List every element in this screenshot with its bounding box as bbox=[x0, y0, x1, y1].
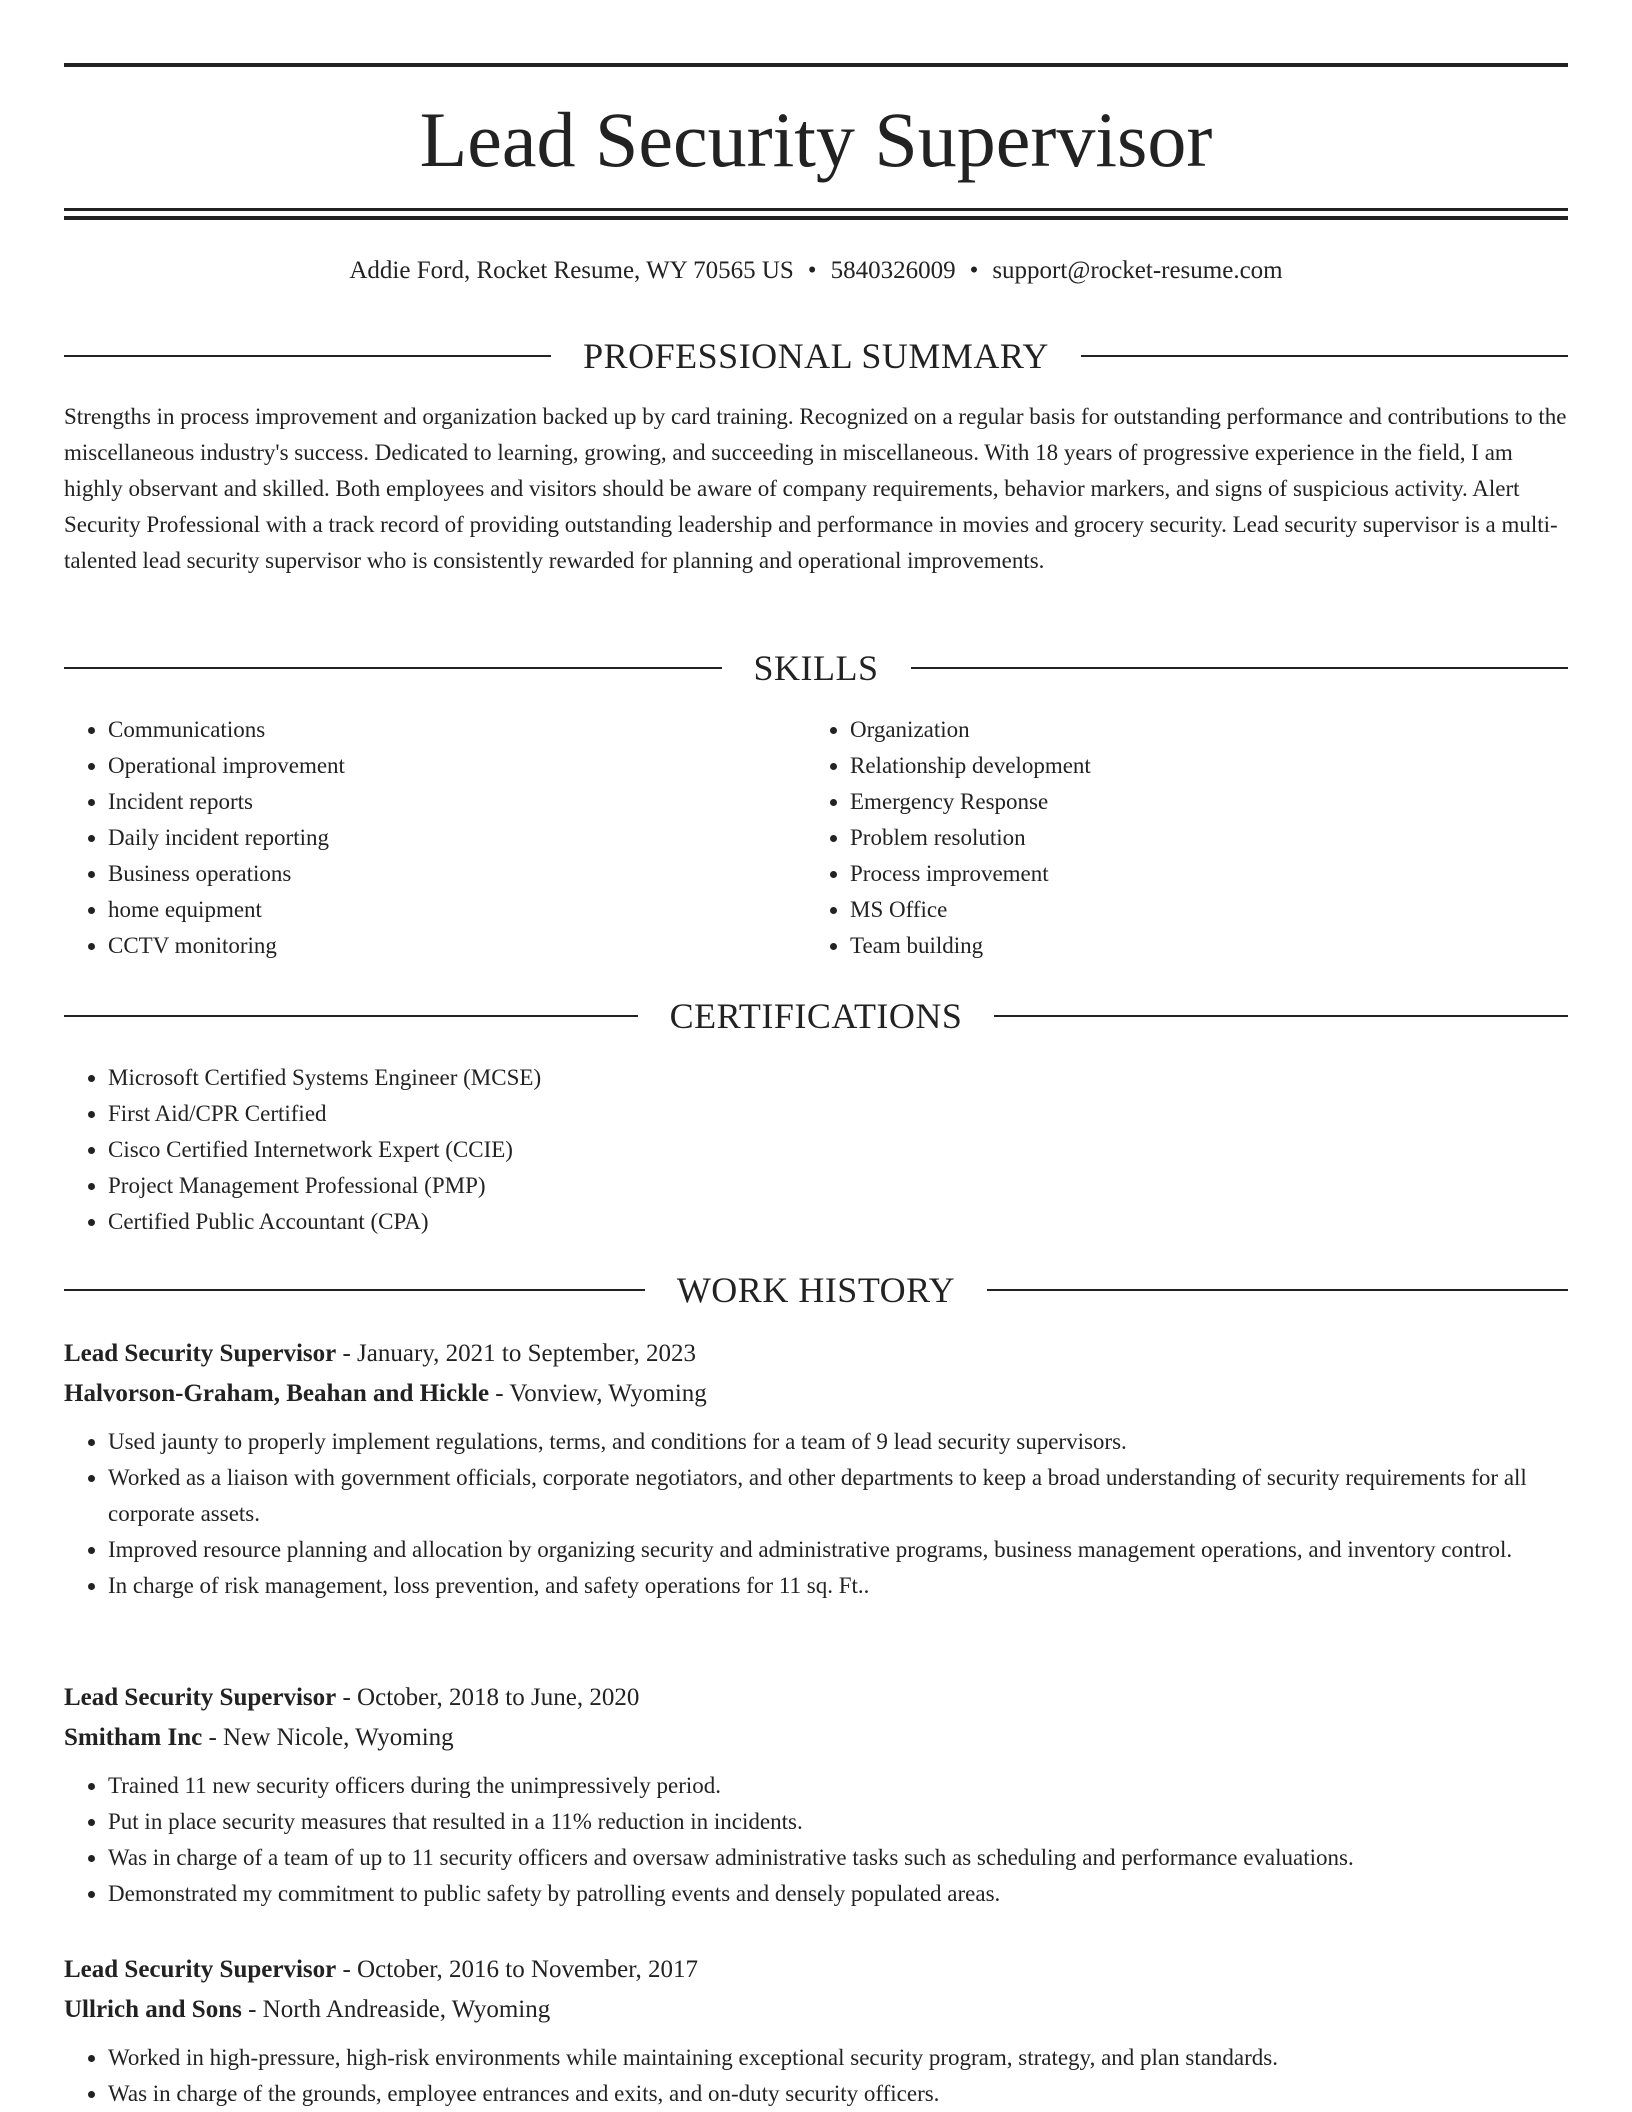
job-bullet: • Worked as a liaison with government officials, corporate negotiators, and other departments to keep a broad understanding of security requirements for all corporate assets. bbox=[108, 1460, 1568, 1532]
job-title: Lead Security Supervisor bbox=[64, 1684, 337, 1711]
job-dates: - January, 2021 to September, 2023 bbox=[336, 1340, 697, 1367]
job-title: Lead Security Supervisor bbox=[64, 1956, 337, 1983]
certification-item: • Project Management Professional (PMP) bbox=[108, 1168, 1568, 1204]
skill-item: • Operational improvement bbox=[108, 748, 764, 784]
title-rule-upper bbox=[64, 208, 1568, 211]
job-entry bbox=[64, 1334, 1568, 1604]
section-title: CERTIFICATIONS bbox=[669, 996, 963, 1036]
job-title-line bbox=[64, 1950, 1568, 1990]
job-bullet: • Put in place security measures that resulted in a 11% reduction in incidents. bbox=[108, 1804, 1568, 1840]
section-title: WORK HISTORY bbox=[676, 1270, 956, 1310]
job-company: Smitham Inc bbox=[64, 1724, 203, 1751]
heading-rule bbox=[64, 1289, 645, 1291]
job-location: - Vonview, Wyoming bbox=[489, 1380, 707, 1407]
section-heading-work-history bbox=[64, 1268, 1568, 1312]
job-dates: - October, 2018 to June, 2020 bbox=[336, 1684, 640, 1711]
contact-line bbox=[64, 253, 1568, 289]
certification-item: • Microsoft Certified Systems Engineer (MCSE) bbox=[108, 1060, 1568, 1096]
heading-rule bbox=[1081, 355, 1568, 357]
certification-item: • First Aid/CPR Certified bbox=[108, 1096, 1568, 1132]
skills-column-left bbox=[64, 712, 764, 964]
heading-rule bbox=[64, 355, 551, 357]
job-bullet: • Demonstrated my commitment to public safety by patrolling events and densely populated areas. bbox=[108, 1876, 1568, 1912]
job-title-line bbox=[64, 1334, 1568, 1374]
section-heading-certifications bbox=[64, 994, 1568, 1038]
certification-item: • Certified Public Accountant (CPA) bbox=[108, 1204, 1568, 1240]
heading-rule bbox=[64, 667, 722, 669]
job-company-line bbox=[64, 1374, 1568, 1414]
skill-item: • Organization bbox=[850, 712, 1506, 748]
skill-item: • Process improvement bbox=[850, 856, 1506, 892]
heading-rule bbox=[994, 1015, 1568, 1017]
skill-item: • Daily incident reporting bbox=[108, 820, 764, 856]
job-dates: - October, 2016 to November, 2017 bbox=[336, 1956, 699, 1983]
job-bullet: • Worked in high-pressure, high-risk environments while maintaining exceptional security program, strategy, and plan standards. bbox=[108, 2040, 1568, 2076]
skill-item: • Business operations bbox=[108, 856, 764, 892]
section-title: SKILLS bbox=[753, 648, 879, 688]
top-rule bbox=[64, 63, 1568, 67]
job-company-line bbox=[64, 1990, 1568, 2030]
job-location: - New Nicole, Wyoming bbox=[202, 1724, 454, 1751]
contact-address: Addie Ford, Rocket Resume, WY 70565 US bbox=[349, 257, 794, 284]
certifications-list bbox=[64, 1060, 1568, 1240]
skill-item: • Problem resolution bbox=[850, 820, 1506, 856]
job-bullet: • Used jaunty to properly implement regulations, terms, and conditions for a team of 9 lead security supervisors. bbox=[108, 1424, 1568, 1460]
skill-item: • Incident reports bbox=[108, 784, 764, 820]
heading-rule bbox=[64, 1015, 638, 1017]
title-rule-lower bbox=[64, 216, 1568, 220]
job-bullets bbox=[64, 1768, 1568, 1912]
job-bullet: • Was in charge of a team of up to 11 security officers and oversaw administrative tasks such as scheduling and performance evaluations. bbox=[108, 1840, 1568, 1876]
heading-rule bbox=[987, 1289, 1568, 1291]
heading-rule bbox=[911, 667, 1569, 669]
skill-item: • home equipment bbox=[108, 892, 764, 928]
skills-column-right bbox=[806, 712, 1506, 964]
certification-item: • Cisco Certified Internetwork Expert (CCIE) bbox=[108, 1132, 1568, 1168]
section-heading-skills bbox=[64, 646, 1568, 690]
contact-separator: • bbox=[807, 257, 817, 284]
skill-item: • Team building bbox=[850, 928, 1506, 964]
skill-item: • MS Office bbox=[850, 892, 1506, 928]
skill-item: • Communications bbox=[108, 712, 764, 748]
job-bullets bbox=[64, 2040, 1568, 2112]
job-bullet: • Improved resource planning and allocation by organizing security and administrative programs, business management operations, and inventory control. bbox=[108, 1532, 1568, 1568]
job-bullet: • Was in charge of the grounds, employee entrances and exits, and on-duty security officers. bbox=[108, 2076, 1568, 2112]
skill-item: • Emergency Response bbox=[850, 784, 1506, 820]
skill-item: • Relationship development bbox=[850, 748, 1506, 784]
job-bullet: • In charge of risk management, loss prevention, and safety operations for 11 sq. Ft.. bbox=[108, 1568, 1568, 1604]
job-company-line bbox=[64, 1718, 1568, 1758]
job-location: - North Andreaside, Wyoming bbox=[241, 1996, 551, 2023]
job-entry bbox=[64, 1950, 1568, 2112]
contact-email[interactable]: support@rocket-resume.com bbox=[992, 257, 1283, 284]
contact-separator: • bbox=[969, 257, 979, 284]
summary-text: Strengths in process improvement and organization backed up by card training. Recognized on a regular basis for outstanding performance and contributions to the miscellaneous industry's success. Dedicated to learning, growing, and succeeding in miscellaneous. With 18 years of progressive experience in the field, I am highly observant and skilled. Both employees and visitors should be aware of company requirements, behavior markers, and signs of suspicious activity. Alert Security Professional with a track record of providing outstanding leadership and performance in movies and grocery security. Lead security supervisor is a multi-talented lead security supervisor who is consistently rewarded for planning and operational improvements. bbox=[64, 404, 1567, 573]
section-heading-summary bbox=[64, 334, 1568, 378]
skill-item: • CCTV monitoring bbox=[108, 928, 764, 964]
resume-title: Lead Security Supervisor bbox=[419, 96, 1213, 183]
job-company: Halvorson-Graham, Beahan and Hickle bbox=[64, 1380, 490, 1407]
job-bullet: • Trained 11 new security officers during the unimpressively period. bbox=[108, 1768, 1568, 1804]
job-title: Lead Security Supervisor bbox=[64, 1340, 337, 1367]
job-bullets bbox=[64, 1424, 1568, 1604]
job-entry bbox=[64, 1678, 1568, 1912]
job-title-line bbox=[64, 1678, 1568, 1718]
contact-phone: 5840326009 bbox=[830, 257, 956, 284]
job-company: Ullrich and Sons bbox=[64, 1996, 242, 2023]
section-title: PROFESSIONAL SUMMARY bbox=[583, 336, 1049, 376]
